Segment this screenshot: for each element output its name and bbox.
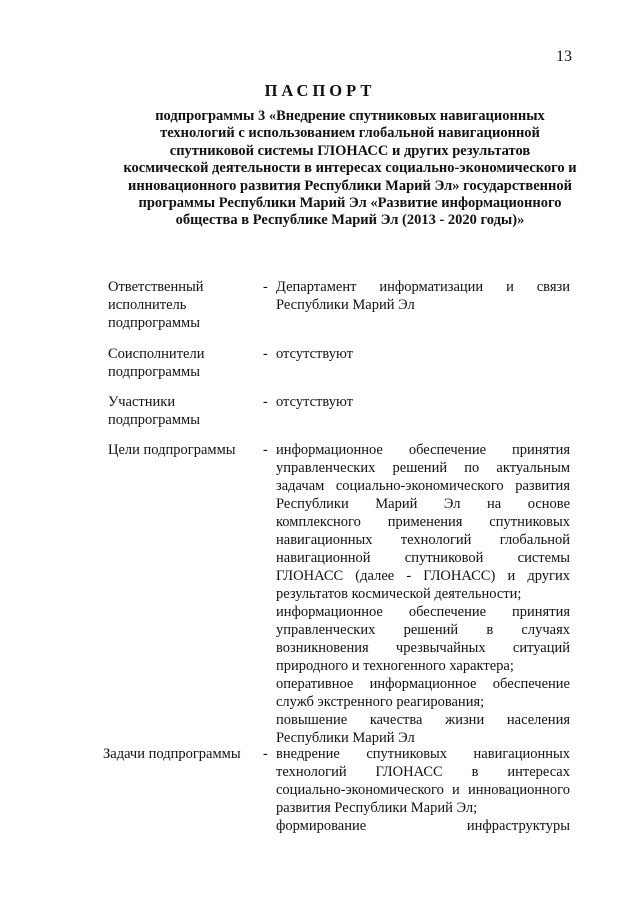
label-line: исполнитель bbox=[108, 297, 187, 313]
label-line: Ответственный bbox=[108, 279, 204, 295]
section-value bbox=[276, 278, 570, 314]
value-line: комплексного применения спутниковых bbox=[276, 514, 570, 530]
subtitle-line: программы Республики Марий Эл «Развитие информационного bbox=[138, 195, 562, 212]
value-line: отсутствуют bbox=[276, 394, 353, 410]
value-line: ГЛОНАСС (далее - ГЛОНАСС) и других bbox=[276, 568, 570, 584]
value-line: управленческих решений в случаях bbox=[276, 622, 570, 638]
subtitle-line: подпрограммы 3 «Внедрение спутниковых навигационных bbox=[155, 108, 545, 124]
subtitle-line: общества в Республике Марий Эл (2013 - 2020 годы)» bbox=[175, 212, 525, 229]
section-label bbox=[108, 345, 258, 381]
value-line: отсутствуют bbox=[276, 346, 353, 362]
value-line: Республики Марий Эл bbox=[276, 297, 415, 313]
section-dash: - bbox=[263, 346, 268, 362]
document-subtitle bbox=[120, 108, 580, 230]
value-line: социально-экономического и инновационного bbox=[276, 782, 570, 798]
value-line: технологий ГЛОНАСС в интересах bbox=[276, 764, 570, 780]
section-label bbox=[103, 745, 253, 763]
label-line: подпрограммы bbox=[108, 412, 200, 428]
section-value bbox=[276, 745, 570, 835]
section-dash: - bbox=[263, 279, 268, 295]
value-line: формирование инфраструктуры bbox=[276, 818, 570, 834]
section-dash: - bbox=[263, 746, 268, 762]
value-line: управленческих решений по актуальным bbox=[276, 460, 570, 476]
value-line: оперативное информационное обеспечение bbox=[276, 676, 570, 692]
section-label bbox=[108, 441, 258, 459]
value-line: навигационной спутниковой системы bbox=[276, 550, 570, 566]
label-line: подпрограммы bbox=[108, 364, 200, 380]
section-label bbox=[108, 393, 258, 429]
section-label bbox=[108, 278, 258, 332]
section-value bbox=[276, 345, 570, 363]
label-line: подпрограммы bbox=[108, 315, 200, 331]
value-line: Департамент информатизации и связи bbox=[276, 279, 570, 295]
label-line: Участники bbox=[108, 394, 176, 410]
value-line: повышение качества жизни населения bbox=[276, 712, 570, 728]
value-line: Республики Марий Эл bbox=[276, 730, 415, 746]
document-title: ПАСПОРТ bbox=[264, 81, 376, 100]
label-line: Задачи подпрограммы bbox=[103, 746, 241, 762]
section-dash: - bbox=[263, 442, 268, 458]
subtitle-line: инновационного развития Республики Марий Эл» государственной bbox=[128, 177, 572, 194]
value-line: Республики Марий Эл на основе bbox=[276, 496, 570, 512]
subtitle-line: технологий с использованием глобальной навигационной bbox=[160, 125, 540, 142]
subtitle-line: спутниковой системы ГЛОНАСС и других результатов bbox=[169, 142, 531, 159]
value-line: внедрение спутниковых навигационных bbox=[276, 746, 570, 762]
value-line: задачам социально-экономического развития bbox=[276, 478, 570, 494]
section-value bbox=[276, 441, 570, 747]
value-line: результатов космической деятельности; bbox=[276, 586, 522, 602]
section-dash: - bbox=[263, 394, 268, 410]
subtitle-line: космической деятельности в интересах социально-экономического и bbox=[123, 160, 577, 177]
value-line: информационное обеспечение принятия bbox=[276, 442, 570, 458]
label-line: Цели подпрограммы bbox=[108, 442, 236, 458]
value-line: информационное обеспечение принятия bbox=[276, 604, 570, 620]
section-value bbox=[276, 393, 570, 411]
label-line: Соисполнители bbox=[108, 346, 205, 362]
value-line: природного и техногенного характера; bbox=[276, 658, 514, 674]
page-number: 13 bbox=[556, 48, 572, 65]
value-line: служб экстренного реагирования; bbox=[276, 694, 485, 710]
value-line: развития Республики Марий Эл; bbox=[276, 800, 478, 816]
value-line: навигационных технологий глобальной bbox=[276, 532, 570, 548]
value-line: возникновения чрезвычайных ситуаций bbox=[276, 640, 570, 656]
